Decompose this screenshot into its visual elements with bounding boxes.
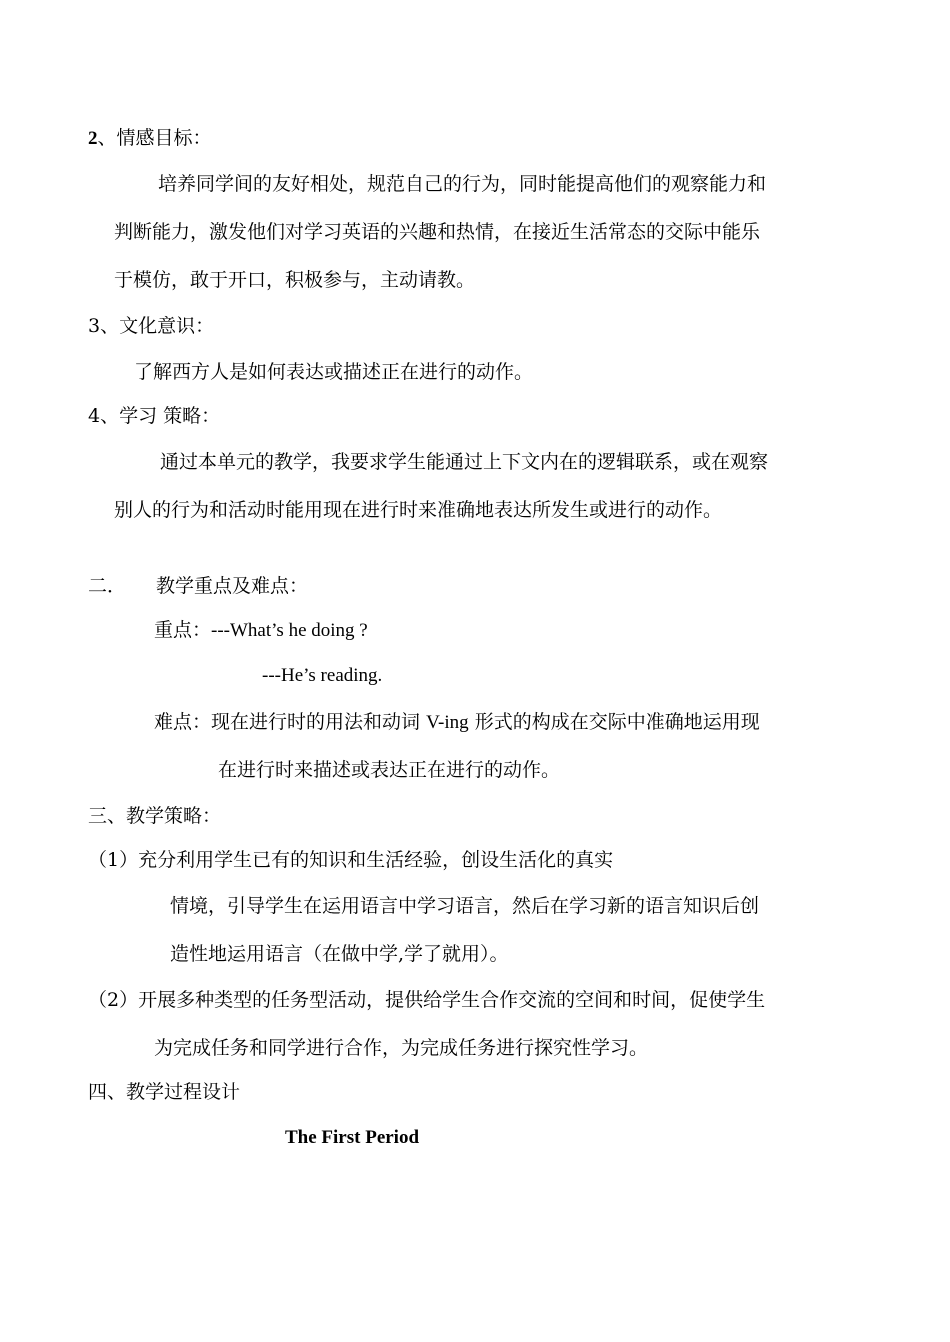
teaching-strategy-item-1-line-1: （1）充分利用学生已有的知识和生活经验，创设生活化的真实 xyxy=(88,849,614,871)
key-point-question: ---What’s he doing ? xyxy=(211,620,368,641)
learning-strategy-text-line-2: 别人的行为和活动时能用现在进行时来准确地表达所发生或进行的动作。 xyxy=(114,499,723,521)
learning-strategy-text-line-1: 通过本单元的教学，我要求学生能通过上下文内在的逻辑联系，或在观察 xyxy=(160,451,769,473)
teaching-strategy-item-2-line-1: （2）开展多种类型的任务型活动，提供给学生合作交流的空间和时间，促使学生 xyxy=(88,989,766,1011)
key-points-number: 二． xyxy=(88,575,127,597)
affective-goals-text-line-3: 于模仿，敢于开口，积极参与，主动请教。 xyxy=(114,269,476,291)
teaching-strategy-item-2-line-2: 为完成任务和同学进行合作，为完成任务进行探究性学习。 xyxy=(154,1037,649,1059)
key-point-label: 重点： xyxy=(154,619,212,641)
affective-goals-text-line-1: 培养同学间的友好相处，规范自己的行为，同时能提高他们的观察能力和 xyxy=(158,173,767,195)
affective-goals-heading xyxy=(88,126,212,151)
learning-strategy-heading: 4、学习 策略： xyxy=(88,405,221,427)
teaching-process-heading: 四、教学过程设计 xyxy=(88,1081,241,1103)
difficulty-label: 难点： xyxy=(154,711,212,733)
first-period-title: The First Period xyxy=(285,1127,420,1148)
affective-goals-title: 、情感目标： xyxy=(97,127,212,149)
key-point-answer: ---He’s reading. xyxy=(262,665,383,686)
culture-awareness-heading: 3、文化意识： xyxy=(88,315,215,337)
affective-goals-text-line-2: 判断能力，激发他们对学习英语的兴趣和热情，在接近生活常态的交际中能乐 xyxy=(114,221,761,243)
difficulty-row-2: 在进行时来描述或表达正在进行的动作。 xyxy=(218,759,561,781)
key-point-row xyxy=(154,618,368,643)
culture-awareness-text: 了解西方人是如何表达或描述正在进行的动作。 xyxy=(134,361,534,383)
key-points-heading: 教学重点及难点： xyxy=(156,575,309,597)
difficulty-text-b: 形式的构成在交际中准确地运用现 xyxy=(468,711,760,733)
teaching-strategy-item-1-line-3: 造性地运用语言（在做中学,学了就用）。 xyxy=(170,943,509,965)
difficulty-text-en: V-ing xyxy=(426,712,469,733)
teaching-strategy-item-1-line-2: 情境，引导学生在运用语言中学习语言，然后在学习新的语言知识后创 xyxy=(170,895,760,917)
affective-goals-number: 2 xyxy=(88,128,98,149)
teaching-strategy-heading: 三、教学策略： xyxy=(88,805,222,827)
difficulty-text-a: 现在进行时的用法和动词 xyxy=(211,711,427,733)
difficulty-row-1 xyxy=(154,710,760,735)
